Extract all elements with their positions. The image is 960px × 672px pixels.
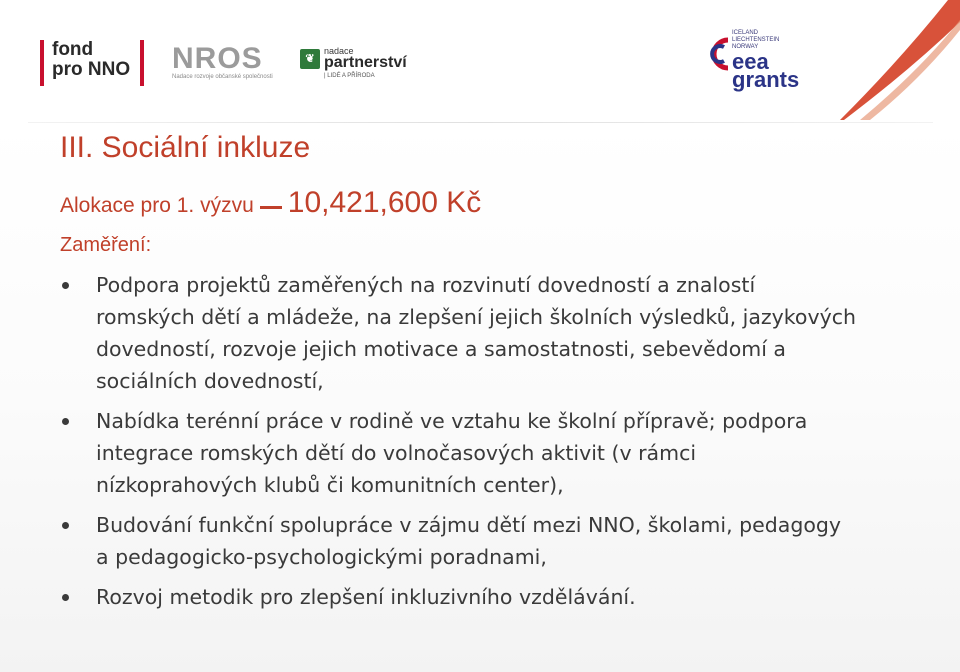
eea-logo-grants: grants bbox=[732, 67, 800, 92]
bullet-dot-icon bbox=[62, 522, 69, 529]
bullet-text: Podpora projektů zaměřených na rozvinutí dovedností a znalostí romských dětí a mládeže, na zlepšení jejich školních výsledků, jazykových dovedností, rozvoje jejich motivace a samostatnosti, sebevědomí a sociálních dovedností, bbox=[96, 273, 856, 393]
eea-country: NORWAY bbox=[732, 44, 759, 50]
bullet-dot-icon bbox=[62, 594, 69, 601]
partnerstvi-logo-big: partnerství bbox=[324, 54, 407, 71]
logo-bar-left bbox=[40, 40, 44, 86]
fond-pro-nno-logo bbox=[40, 40, 145, 86]
partnerstvi-logo-tag: | LIDÉ A PŘÍRODA bbox=[324, 73, 375, 79]
eea-country: LIECHTENSTEIN bbox=[732, 37, 780, 43]
nros-logo-word: NROS bbox=[172, 42, 263, 75]
logo-bar-right bbox=[140, 40, 144, 86]
allocation-amount: 10,421,600 Kč bbox=[287, 186, 482, 219]
partnerstvi-logo-small: nadace bbox=[324, 46, 354, 56]
eea-grants-logo bbox=[706, 30, 806, 94]
eea-logo-word: eea bbox=[732, 49, 769, 74]
bullet-item bbox=[60, 269, 860, 397]
focus-bullet-list bbox=[60, 269, 860, 621]
bullet-item bbox=[60, 405, 860, 501]
fond-logo-line2: pro NNO bbox=[52, 59, 131, 80]
nros-logo bbox=[172, 44, 277, 84]
slide-title: III. Sociální inkluze bbox=[60, 131, 311, 164]
bullet-text: Nabídka terénní práce v rodině ve vztahu ke školní přípravě; podpora integrace romských dětí do volnočasových aktivit (v rámci nízkoprahových klubů či komunitních center), bbox=[96, 409, 808, 497]
eea-country: ICELAND bbox=[732, 30, 759, 36]
focus-label: Zaměření: bbox=[60, 234, 152, 256]
fond-logo-line1: fond bbox=[52, 39, 94, 60]
allocation-dash bbox=[260, 206, 282, 209]
logo-header bbox=[0, 0, 960, 120]
eea-countries bbox=[732, 30, 779, 51]
header-divider bbox=[28, 122, 933, 123]
bullet-text: Budování funkční spolupráce v zájmu dětí mezi NNO, školami, pedagogy a pedagogicko-psychologickými poradnami, bbox=[96, 513, 842, 569]
bullet-dot-icon bbox=[62, 418, 69, 425]
allocation-row bbox=[60, 186, 481, 226]
allocation-label: Alokace pro 1. výzvu bbox=[60, 194, 254, 217]
bullet-dot-icon bbox=[62, 282, 69, 289]
nadace-partnerstvi-logo bbox=[300, 46, 410, 82]
bullet-item bbox=[60, 509, 860, 573]
bullet-item bbox=[60, 581, 860, 613]
corner-swoosh-decoration bbox=[840, 0, 960, 120]
nros-logo-subtitle: Nadace rozvoje občanské společnosti bbox=[172, 74, 273, 80]
partnerstvi-leaf-icon: ❦ bbox=[300, 49, 320, 69]
bullet-text: Rozvoj metodik pro zlepšení inkluzivního vzdělávání. bbox=[96, 585, 636, 609]
